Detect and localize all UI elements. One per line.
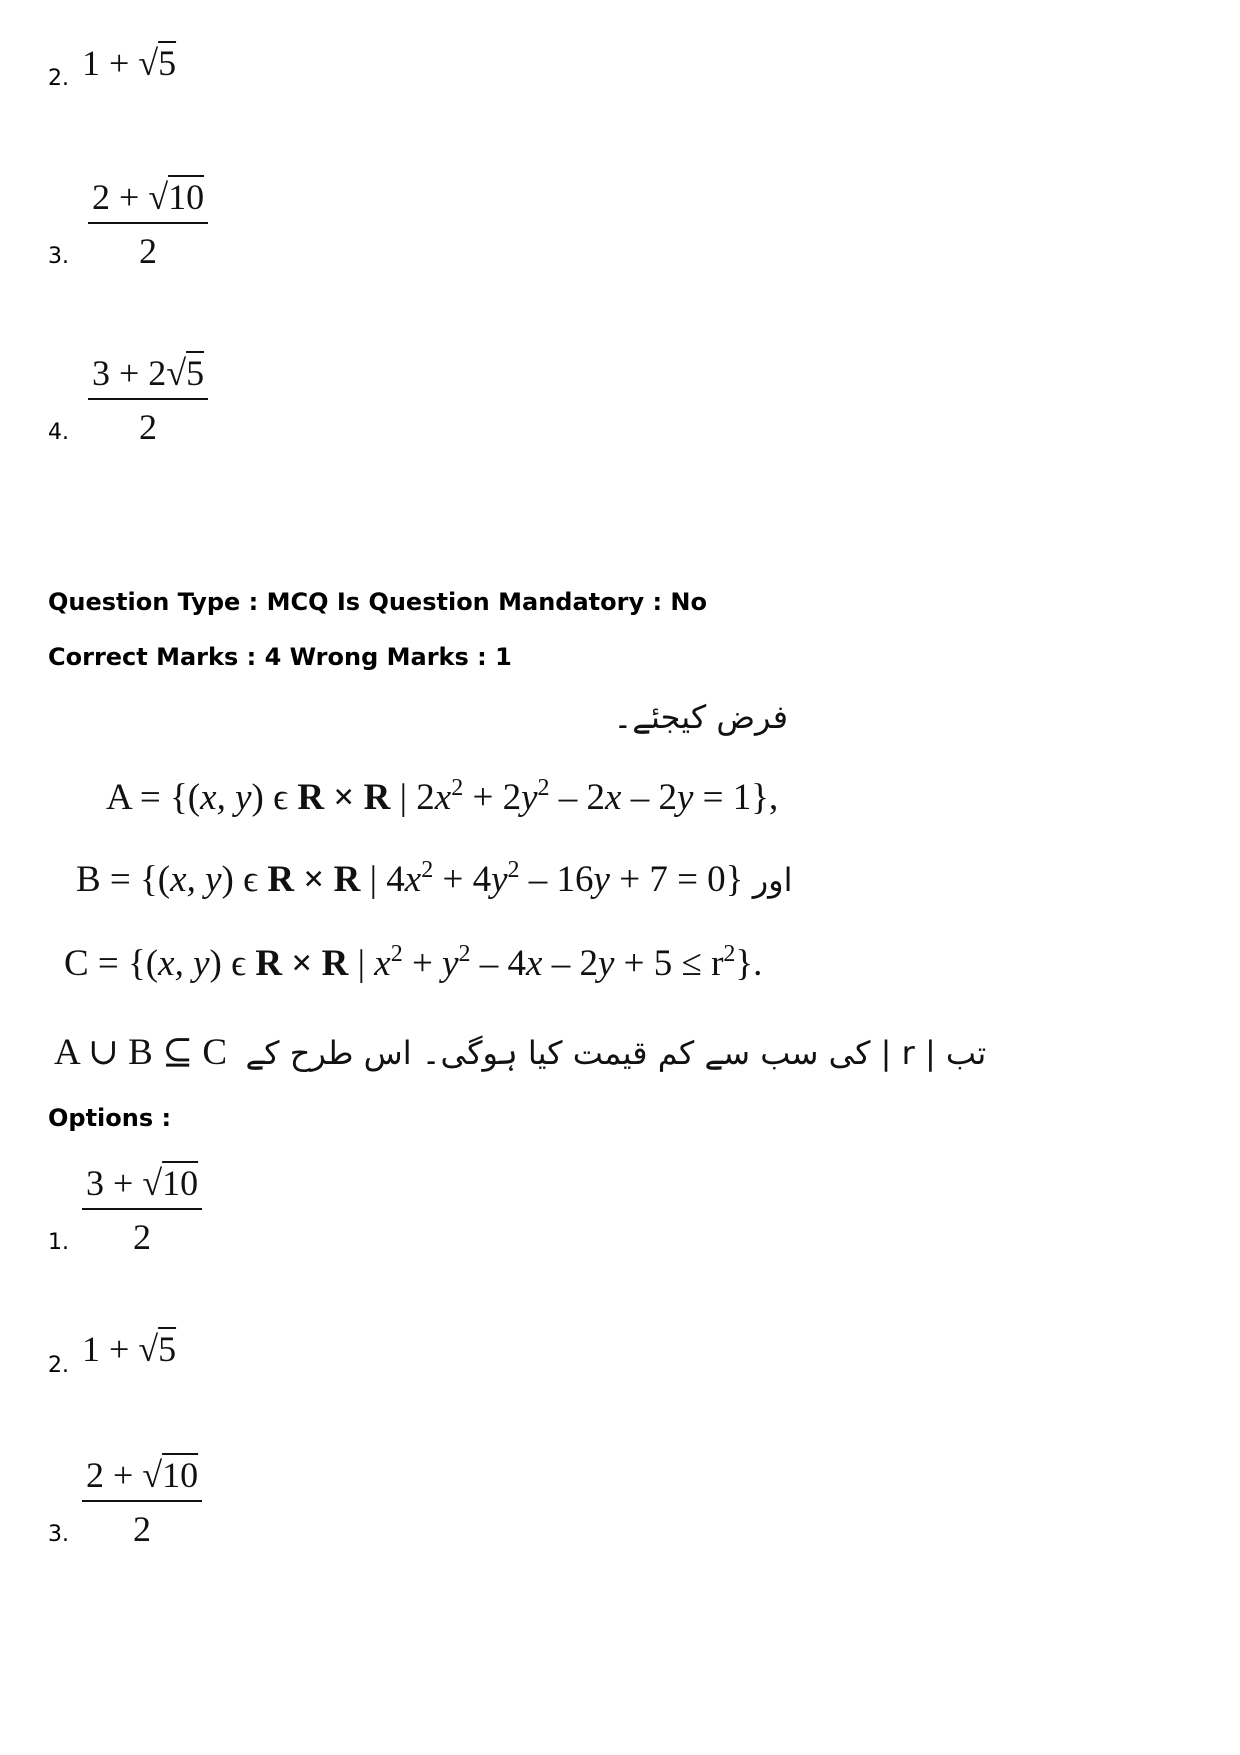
option-number: 4. — [48, 420, 69, 445]
question-type-line: Question Type : MCQ Is Question Mandatory : No — [48, 588, 707, 616]
options-label: Options : — [48, 1104, 172, 1132]
option-fraction: $\frac{3 + 2√5}{2}$ — [88, 352, 208, 448]
option-number: 2. — [48, 66, 69, 91]
option-fraction: $\frac{3 + √10}{2}$ — [82, 1162, 202, 1258]
set-b-equation: B = {(x, y) ϵ R × R | $4x^2 + 4y^2 - 16y + 7 = 0$} اور — [76, 857, 793, 900]
option-number: 3. — [48, 244, 69, 269]
urdu-final-question: تب | r | کی سب سے کم قیمت کیا ہوگی۔ اس طرح کے — [245, 1034, 987, 1072]
urdu-and: اور — [752, 861, 793, 899]
set-a-equation: A = {(x, y) ϵ R × R | $2x^2 + 2y^2 - 2x - 2y = 1$}, — [106, 775, 779, 818]
set-c-equation: C = {(x, y) ϵ R × R | $x^2 + y^2 - 4x - 2y + 5 \le r^2$}. — [64, 941, 763, 984]
union-expression: A ∪ B ⊆ C — [54, 1032, 228, 1073]
option-expression: 1 + √5 — [82, 1329, 177, 1369]
option-expression: 1 + √5 — [82, 43, 177, 83]
union-condition-line — [54, 1030, 986, 1074]
option-number: 3. — [48, 1522, 69, 1547]
option-fraction: $\frac{2 + √10}{2}$ — [82, 1454, 202, 1550]
option-number: 2. — [48, 1353, 69, 1378]
marks-line: Correct Marks : 4 Wrong Marks : 1 — [48, 643, 512, 671]
option-number: 1. — [48, 1230, 69, 1255]
option-fraction: $\frac{2 + √10}{2}$ — [88, 176, 208, 272]
urdu-intro: فرض کیجئے۔ — [613, 698, 788, 736]
